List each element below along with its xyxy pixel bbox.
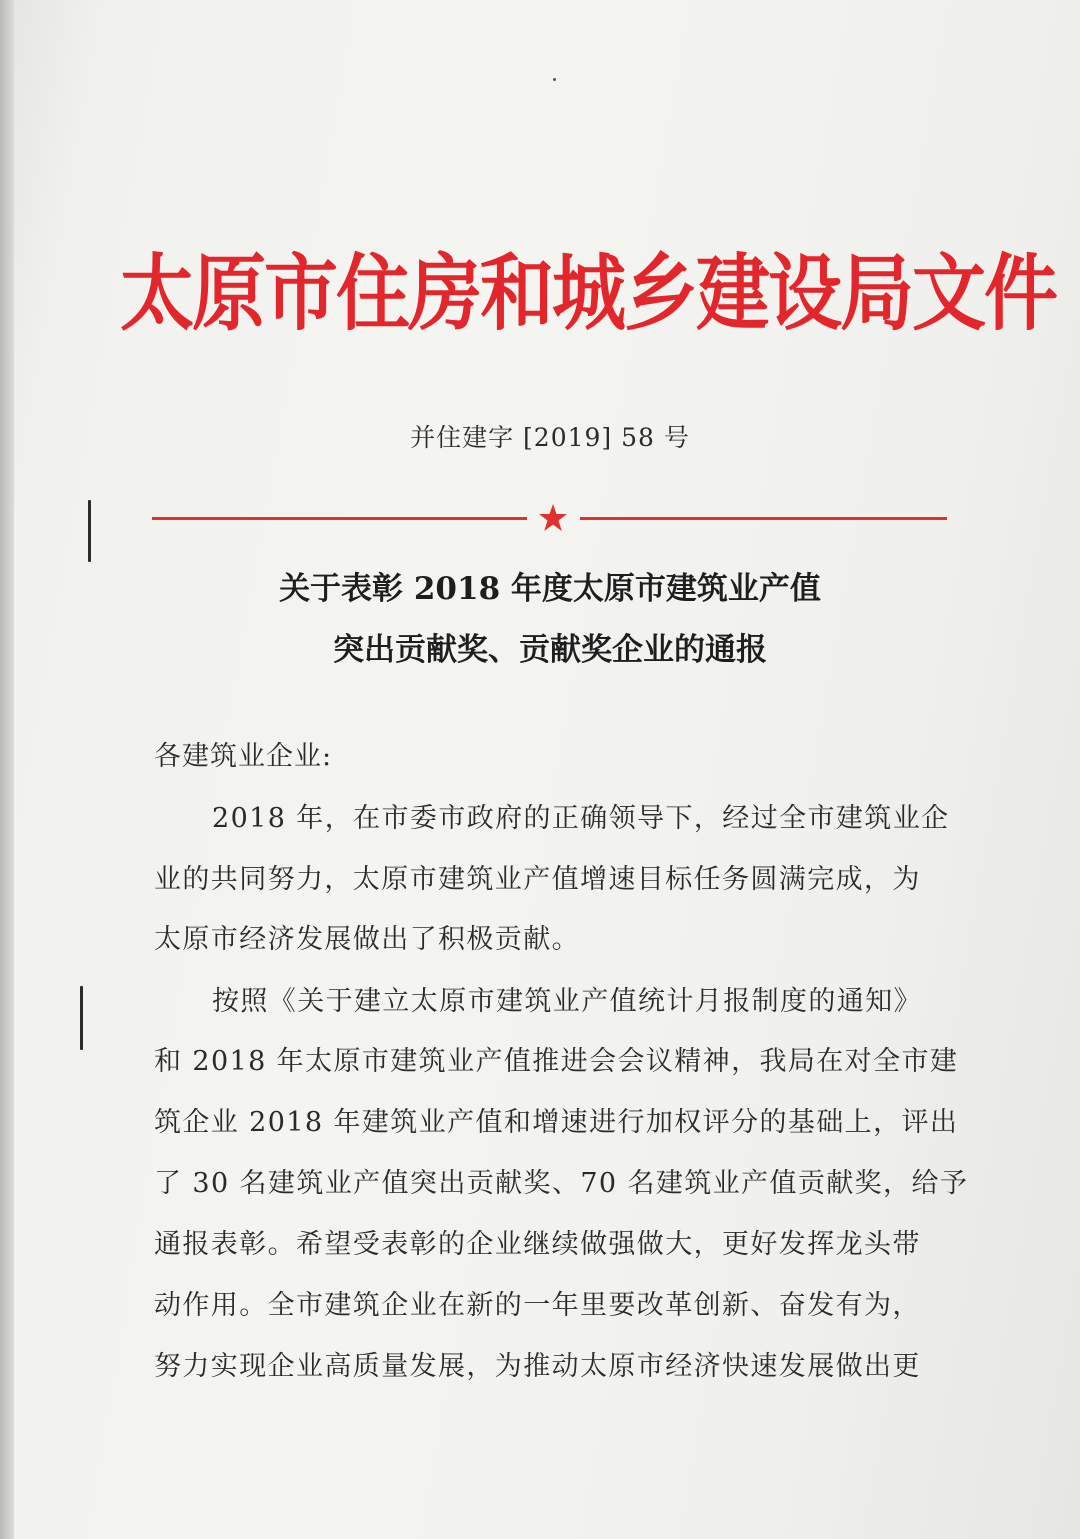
paper-speck	[553, 78, 556, 81]
notice-title-line-2: 突出贡献奖、贡献奖企业的通报	[333, 632, 767, 668]
document-number: 并住建字 [2019] 58 号	[410, 423, 690, 452]
binding-mark	[88, 500, 91, 562]
notice-title-line-1: 关于表彰 2018 年度太原市建筑业产值	[279, 571, 821, 607]
separator-rule-left	[152, 517, 527, 520]
body-line: 通报表彰。希望受表彰的企业继续做强做大，更好发挥龙头带	[154, 1229, 921, 1260]
body-line: 和 2018 年太原市建筑业产值推进会会议精神，我局在对全市建	[154, 1046, 959, 1077]
star-icon	[537, 502, 569, 534]
body-line: 筑企业 2018 年建筑业产值和增速进行加权评分的基础上，评出	[154, 1107, 959, 1138]
body-line: 太原市经济发展做出了积极贡献。	[154, 924, 580, 955]
body-line: 2018 年，在市委市政府的正确领导下，经过全市建筑业企	[212, 803, 950, 834]
body-line: 业的共同努力，太原市建筑业产值增速目标任务圆满完成，为	[154, 864, 921, 895]
separator-rule-right	[580, 517, 947, 520]
body-line: 努力实现企业高质量发展，为推动太原市经济快速发展做出更	[154, 1351, 921, 1382]
letterhead-title: 太原市住房和城乡建设局文件	[120, 245, 1056, 343]
body-line: 了 30 名建筑业产值突出贡献奖、70 名建筑业产值贡献奖，给予	[154, 1168, 969, 1199]
body-line: 按照《关于建立太原市建筑业产值统计月报制度的通知》	[212, 986, 922, 1017]
body-line: 动作用。全市建筑企业在新的一年里要改革创新、奋发有为，	[154, 1290, 921, 1321]
salutation: 各建筑业企业:	[154, 741, 333, 772]
binding-mark	[80, 986, 83, 1050]
page-edge-shadow	[0, 0, 14, 1539]
